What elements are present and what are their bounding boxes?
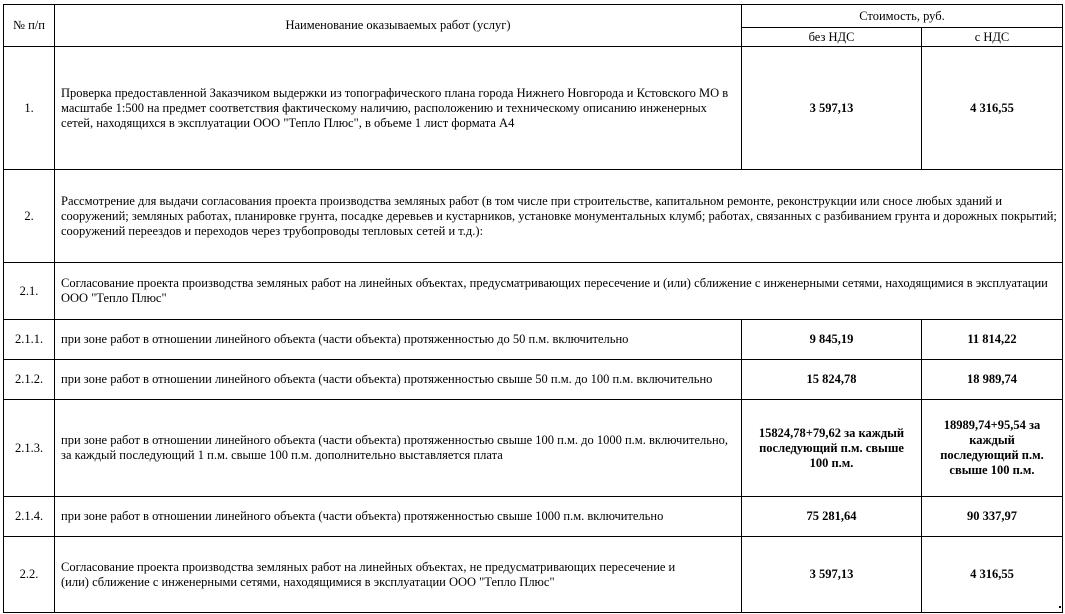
table-row [4, 47, 1063, 170]
header-with-vat: с НДС [922, 28, 1063, 47]
price-with-vat: 90 337,97 [922, 497, 1063, 537]
price-with-vat: 4 316,55 [922, 47, 1063, 170]
price-with-vat: 18989,74+95,54 за каждый последующий п.м. свыше 100 п.м. [922, 400, 1063, 497]
row-description: при зоне работ в отношении линейного объекта (части объекта) протяженностью свыше 50 п.м. до 100 п.м. включительно [55, 360, 742, 400]
table-row [4, 263, 1063, 320]
row-number: 2.1.4. [4, 497, 55, 537]
row-description: Проверка предоставленной Заказчиком выдержки из топографического плана города Нижнего Новгорода и Кстовского МО в масштабе 1:500 на предмет соответствия фактическому наличию, расположению и техническому описанию инженерных сетей, находящихся в эксплуатации ООО "Тепло Плюс", в объеме 1 лист формата А4 [55, 47, 742, 170]
table-row [4, 400, 1063, 497]
header-no-vat: без НДС [742, 28, 922, 47]
row-description: при зоне работ в отношении линейного объекта (части объекта) протяженностью до 50 п.м. включительно [55, 320, 742, 360]
price-no-vat: 75 281,64 [742, 497, 922, 537]
price-no-vat: 3 597,13 [742, 47, 922, 170]
row-number: 2.1.1. [4, 320, 55, 360]
header-num: № п/п [4, 5, 55, 47]
table-row [4, 170, 1063, 263]
row-number: 2.2. [4, 537, 55, 613]
price-table [3, 4, 1063, 613]
price-with-vat: 11 814,22 [922, 320, 1063, 360]
row-number: 2.1.2. [4, 360, 55, 400]
row-description: Согласование проекта производства земляных работ на линейных объектах, не предусматривающих пересечение и (или) сближение с инженерными сетями, находящимися в эксплуатации ООО "Тепло Плюс" [55, 537, 742, 613]
header-row-top [4, 5, 1063, 28]
row-description: при зоне работ в отношении линейного объекта (части объекта) протяженностью свыше 100 п.м. до 1000 п.м. включительно, за каждый последующий 1 п.м. свыше 100 п.м. дополнительно выставляется плата [55, 400, 742, 497]
row-number: 1. [4, 47, 55, 170]
corner-mark [1059, 606, 1061, 608]
table-row [4, 497, 1063, 537]
header-cost: Стоимость, руб. [742, 5, 1063, 28]
price-with-vat: 18 989,74 [922, 360, 1063, 400]
header-name: Наименование оказываемых работ (услуг) [55, 5, 742, 47]
table-row [4, 320, 1063, 360]
row-description: при зоне работ в отношении линейного объекта (части объекта) протяженностью свыше 1000 п.м. включительно [55, 497, 742, 537]
price-no-vat: 15 824,78 [742, 360, 922, 400]
row-description: Согласование проекта производства земляных работ на линейных объектах, предусматривающих пересечение и (или) сближение с инженерными сетями, находящимися в эксплуатации ООО "Тепло Плюс" [55, 263, 1063, 320]
row-number: 2.1.3. [4, 400, 55, 497]
table-row [4, 537, 1063, 613]
price-no-vat: 9 845,19 [742, 320, 922, 360]
price-no-vat: 15824,78+79,62 за каждый последующий п.м. свыше 100 п.м. [742, 400, 922, 497]
price-no-vat: 3 597,13 [742, 537, 922, 613]
row-description: Рассмотрение для выдачи согласования проекта производства земляных работ (в том числе при строительстве, капитальном ремонте, реконструкции или сносе любых зданий и сооружений; земляных работах, планировке грунта, посадке деревьев и кустарников, установке монументальных клумб; работах, связанных с разбиванием грунта и дорожных покрытий; сооружений переездов и переходов через трубопроводы тепловых сетей и т.д.): [55, 170, 1063, 263]
table-row [4, 360, 1063, 400]
price-with-vat: 4 316,55 [922, 537, 1063, 613]
row-number: 2.1. [4, 263, 55, 320]
row-number: 2. [4, 170, 55, 263]
